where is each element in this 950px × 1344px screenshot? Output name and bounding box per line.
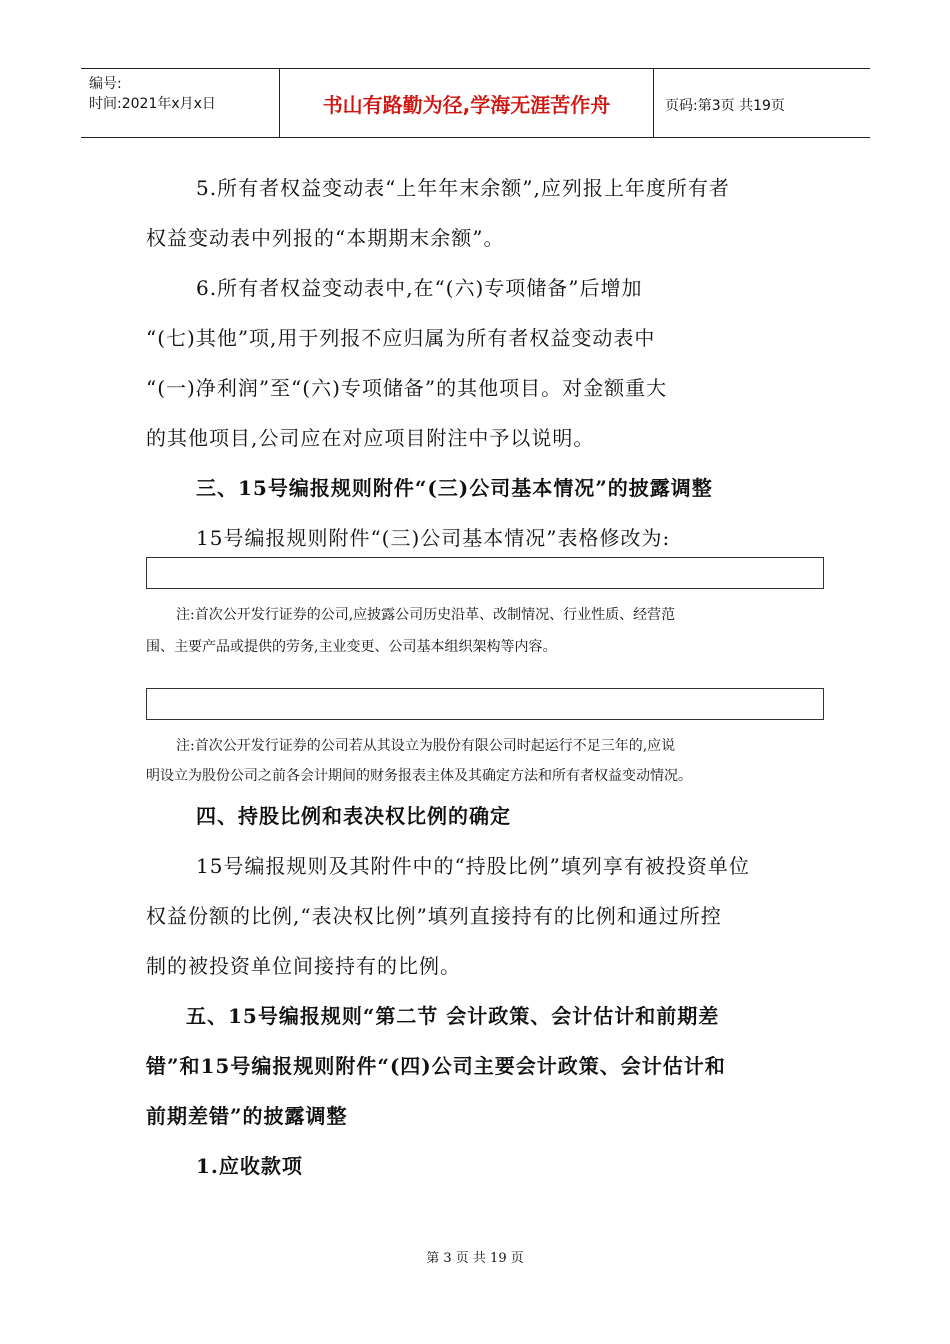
section-3-heading: 三、15号编报规则附件“(三)公司基本情况”的披露调整 <box>196 476 713 500</box>
section-5-heading-line-3: 前期差错”的披露调整 <box>146 1104 348 1128</box>
page-footer: 第 3 页 共 19 页 <box>426 1251 524 1266</box>
number-label: 编号: <box>89 76 122 92</box>
header-meta <box>81 69 279 137</box>
header-page-label: 页码:第3页 共19页 <box>665 98 785 114</box>
header-motto: 书山有路勤为径,学海无涯苦作舟 <box>322 92 611 117</box>
empty-table-box-2 <box>146 688 824 720</box>
paragraph-4-line-3: 制的被投资单位间接持有的比例。 <box>146 954 461 978</box>
time-label: 时间:2021年x月x日 <box>89 96 216 112</box>
paragraph-5-line-2: 权益变动表中列报的“本期期末余额”。 <box>146 226 505 250</box>
note-2-line-1: 注:首次公开发行证券的公司若从其设立为股份有限公司时起运行不足三年的,应说 <box>176 738 676 754</box>
subsection-receivables: 1.应收款项 <box>196 1154 303 1178</box>
paragraph-6-line-2: “(七)其他”项,用于列报不应归属为所有者权益变动表中 <box>146 326 656 350</box>
header-divider <box>653 69 654 137</box>
section-5-heading-line-2: 错”和15号编报规则附件“(四)公司主要会计政策、会计估计和 <box>146 1054 726 1078</box>
paragraph-6-line-3: “(一)净利润”至“(六)专项储备”的其他项目。对金额重大 <box>146 376 668 400</box>
section-5-heading-line-1: 五、15号编报规则“第二节 会计政策、会计估计和前期差 <box>186 1004 720 1028</box>
note-2-line-2: 明设立为股份公司之前各会计期间的财务报表主体及其确定方法和所有者权益变动情况。 <box>146 768 692 784</box>
section-3-paragraph: 15号编报规则附件“(三)公司基本情况”表格修改为: <box>196 526 671 550</box>
paragraph-4-line-2: 权益份额的比例,“表决权比例”填列直接持有的比例和通过所控 <box>146 904 722 928</box>
paragraph-6-line-1: 6.所有者权益变动表中,在“(六)专项储备”后增加 <box>196 276 643 300</box>
empty-table-box-1 <box>146 557 824 589</box>
note-1-line-2: 围、主要产品或提供的劳务,主业变更、公司基本组织架构等内容。 <box>146 639 557 655</box>
paragraph-4-line-1: 15号编报规则及其附件中的“持股比例”填列享有被投资单位 <box>196 854 750 878</box>
header-table <box>81 68 870 138</box>
note-1-line-1: 注:首次公开发行证券的公司,应披露公司历史沿革、改制情况、行业性质、经营范 <box>176 607 676 623</box>
section-4-heading: 四、持股比例和表决权比例的确定 <box>196 804 511 828</box>
paragraph-6-line-4: 的其他项目,公司应在对应项目附注中予以说明。 <box>146 426 595 450</box>
paragraph-5-line-1: 5.所有者权益变动表“上年年末余额”,应列报上年度所有者 <box>196 176 730 200</box>
